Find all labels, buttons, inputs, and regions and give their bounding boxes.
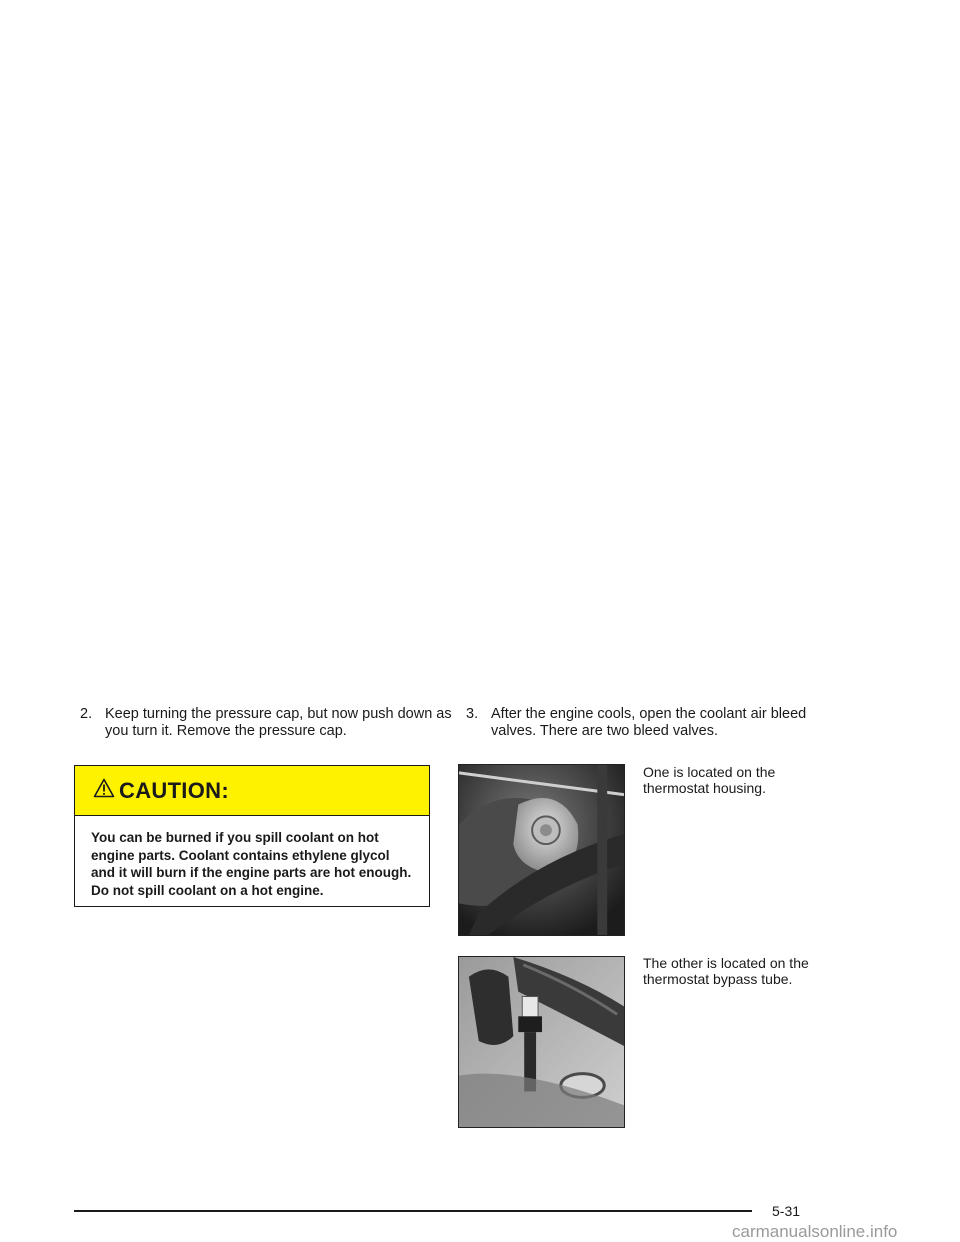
step-3-number: 3. — [466, 706, 479, 722]
caution-header — [75, 766, 429, 816]
footer-rule — [74, 1210, 752, 1212]
step-2-text: Keep turning the pressure cap, but now push down as you turn it. Remove the pressure cap. — [105, 706, 452, 739]
figure-1-caption: One is located on the thermostat housing. — [643, 764, 776, 796]
page-number: 5-31 — [772, 1203, 801, 1219]
warning-triangle-icon — [93, 778, 115, 798]
caution-title: CAUTION: — [119, 778, 229, 803]
step-2 — [80, 706, 460, 740]
step-3-text: After the engine cools, open the coolant air bleed valves. There are two bleed valves. — [491, 706, 807, 739]
thermostat-housing-photo — [458, 764, 625, 936]
caution-box — [74, 765, 430, 907]
watermark: carmanualsonline.info — [732, 1222, 898, 1241]
caution-text: You can be burned if you spill coolant on hot engine parts. Coolant contains ethylene glycol and it will burn if the engine parts are hot enough. Do not spill coolant on a hot engine. — [91, 830, 412, 898]
step-3 — [466, 706, 851, 740]
bypass-tube-photo — [458, 956, 625, 1128]
figure-2-caption: The other is located on the thermostat bypass tube. — [643, 955, 809, 987]
step-2-number: 2. — [80, 706, 93, 722]
